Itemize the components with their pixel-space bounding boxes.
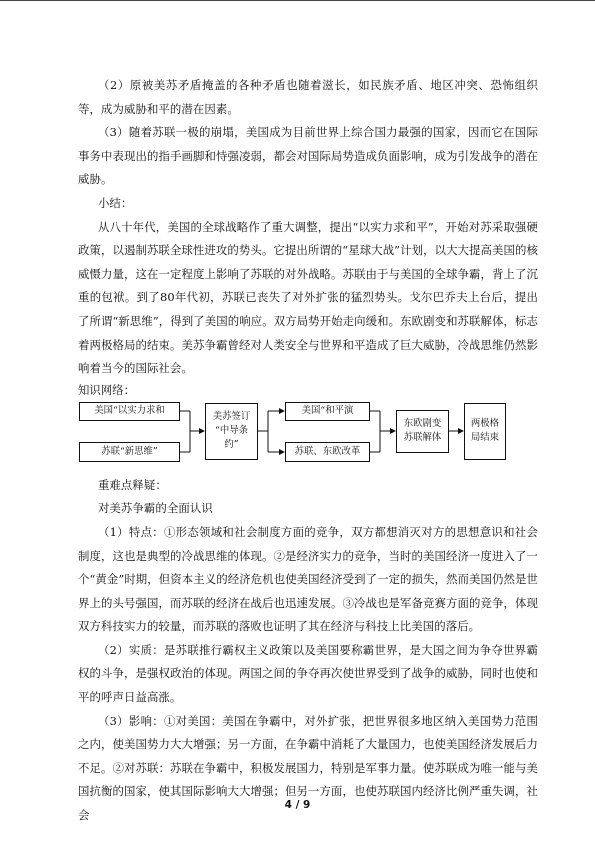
box-inf-treaty: 美苏签订 “中导条 约” <box>205 403 258 460</box>
top-rule <box>0 0 595 1</box>
paragraph-impact: （3）影响：①对美国：美国在争霸中，对外扩张，把世界很多地区纳入美国势力范围之内，使美国势力大大增强；另一方面，在争霸中消耗了大量国力，也使美国经济发展后力不足。②对苏联：苏联在争霸中，积极发展国力，特别是军事力量。使苏联成为唯一能与美国抗衡的国家，使其国际影响大大增强；但另一方面，也使苏联国内经济比例严重失调，社会 <box>78 713 538 823</box>
diagram-title: 知识网络： <box>78 382 135 397</box>
paragraph-essence: （2）实质：是苏联推行霸权主义政策以及美国要称霸世界，是大国之间为争夺世界霸权的斗争，是强权政治的体现。两国之间的争夺再次使世界受到了战争的威胁，同时也使和平的呼声日益高涨。 <box>78 642 538 705</box>
box-ussr-new-thinking: 苏联“新思维” <box>79 442 180 462</box>
key-points-heading: 重难点释疑： <box>97 477 167 492</box>
box-collapse: 东欧剧变 苏联解体 <box>396 410 449 453</box>
box-bipolar-end: 两极格 局结束 <box>464 403 506 460</box>
paragraph-point-2-contradictions: （2）原被美苏矛盾掩盖的各种矛盾也随着滋长，如民族矛盾、地区冲突、恐怖组织等，成为威胁和平的潜在因素。 <box>78 78 538 116</box>
summary-heading: 小结： <box>97 195 133 210</box>
box-us-peace-through-strength: 美国“以实力求和 <box>79 402 180 421</box>
box-ussr-eastern-europe-reform: 苏联、东欧改革 <box>285 442 370 462</box>
page-number: 4 / 9 <box>284 799 311 811</box>
paragraph-point-3-us-hegemony: （3）随着苏联一极的崩塌，美国成为目前世界上综合国力最强的国家，因而它在国际事务中表现出的指手画脚和恃强凌弱，都会对国际局势造成负面影响，成为引发战争的潜在威胁。 <box>78 125 538 187</box>
key-points-subtitle: 对美苏争霸的全面认识 <box>97 501 213 516</box>
knowledge-network-diagram <box>78 382 538 474</box>
document-body <box>78 74 538 828</box>
box-us-peaceful-evolution: 美国“和平演 <box>285 402 370 421</box>
paragraph-characteristics: （1）特点：①形态领域和社会制度方面的竞争，双方都想消灭对方的思想意识和社会制度，这也是典型的冷战思维的体现。②是经济实力的竞争，当时的美国经济一度进入了一个“黄金”时期，但资本主义的经济危机也使美国经济受到了一定的损失，然而美国仍然是世界上的头号强国，而苏联的经济在战后也迅速发展。③冷战也是军备竞赛方面的竞争，体现双方科技实力的较量，而苏联的落败也证明了其在经济与科技上比美国的落后。 <box>78 524 538 634</box>
summary-paragraph: 从八十年代，美国的全球战略作了重大调整，提出“以实力求和平”，开始对苏采取强硬政策，以遏制苏联全球性进攻的势头。它提出所谓的“星球大战”计划，以大大提高美国的核威慑力量，这在一定程度上影响了苏联的对外战略。苏联由于与美国的全球争霸，背上了沉重的包袱。到了80年代初，苏联已丧失了对外扩张的猛烈势头。戈尔巴乔夫上台后，提出了所谓“新思维”，得到了美国的响应。双方局势开始走向缓和。东欧剧变和苏联解体，标志着两极格局的结束。美苏争霸曾经对人类安全与世界和平造成了巨大威胁，冷战思维仍然影响着当今的国际社会。 <box>78 219 538 376</box>
